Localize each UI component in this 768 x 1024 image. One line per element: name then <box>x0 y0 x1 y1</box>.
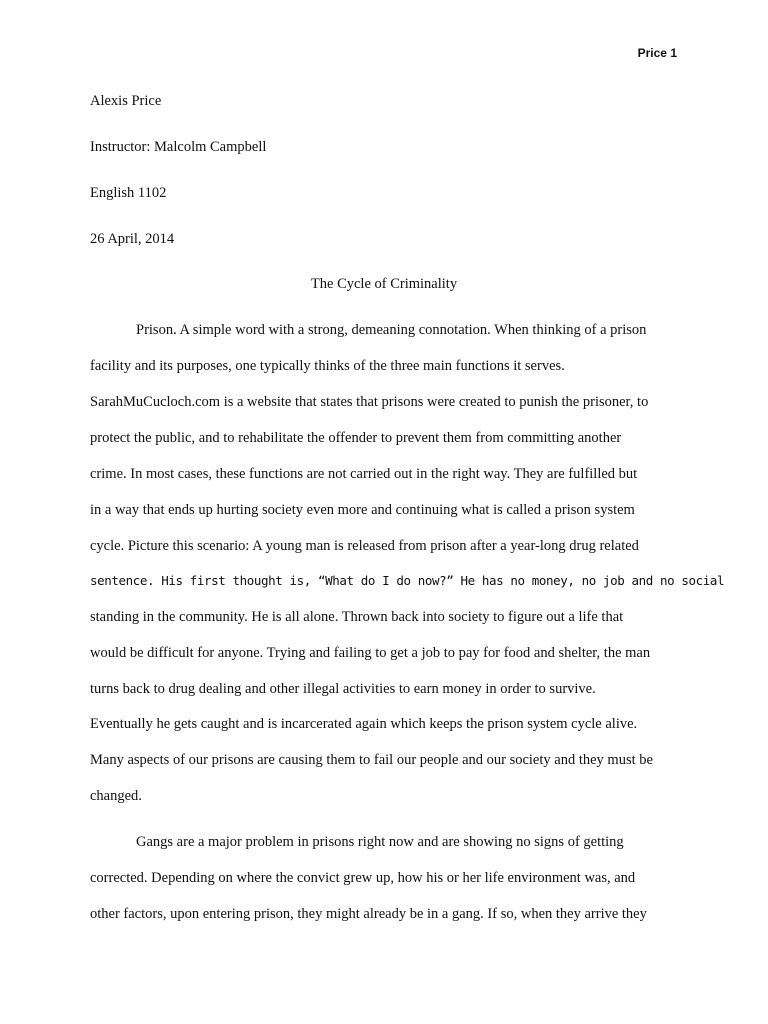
paragraph-line: standing in the community. He is all alone. Thrown back into society to figure out a life that <box>90 609 624 625</box>
paragraph-line: would be difficult for anyone. Trying and failing to get a job to pay for food and shelter, the man <box>90 645 651 661</box>
paragraph-line: in a way that ends up hurting society even more and continuing what is called a prison system <box>90 502 635 518</box>
paragraph-line: corrected. Depending on where the convict grew up, how his or her life environment was, and <box>90 870 636 886</box>
paragraph-line: facility and its purposes, one typically thinks of the three main functions it serves. <box>90 358 565 374</box>
running-head: Price 1 <box>637 46 677 60</box>
instructor-line: Instructor: Malcolm Campbell <box>90 139 267 155</box>
paragraph-line: other factors, upon entering prison, they might already be in a gang. If so, when they arrive they <box>90 906 647 922</box>
paragraph-line: Many aspects of our prisons are causing them to fail our people and our society and they must be <box>90 752 653 768</box>
paragraph-line: SarahMuCucloch.com is a website that states that prisons were created to punish the prisoner, to <box>90 394 649 410</box>
paragraph-line: changed. <box>90 788 142 804</box>
paragraph-line: sentence. His first thought is, “What do I do now?” He has no money, no job and no social <box>90 573 725 588</box>
paragraph-line: Prison. A simple word with a strong, demeaning connotation. When thinking of a prison <box>136 322 647 338</box>
paragraph-line: Gangs are a major problem in prisons right now and are showing no signs of getting <box>136 834 624 850</box>
paragraph-line: cycle. Picture this scenario: A young man is released from prison after a year-long drug related <box>90 538 639 554</box>
paragraph-line: turns back to drug dealing and other illegal activities to earn money in order to survive. <box>90 681 596 697</box>
date-line: 26 April, 2014 <box>90 231 175 247</box>
paragraph-line: crime. In most cases, these functions are not carried out in the right way. They are fulfilled but <box>90 466 638 482</box>
essay-title: The Cycle of Criminality <box>310 276 458 292</box>
course-line: English 1102 <box>90 185 167 201</box>
paragraph-line: Eventually he gets caught and is incarcerated again which keeps the prison system cycle alive. <box>90 716 638 732</box>
paragraph-line: protect the public, and to rehabilitate the offender to prevent them from committing another <box>90 430 622 446</box>
author-name: Alexis Price <box>90 93 162 109</box>
